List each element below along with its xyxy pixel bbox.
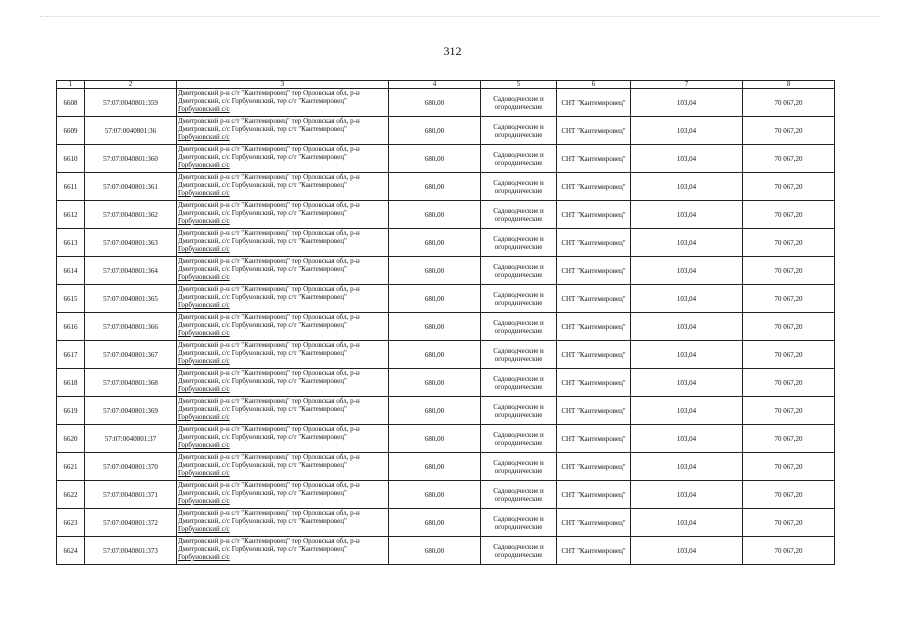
purpose-line: огороднические xyxy=(494,158,543,167)
column-header: 8 xyxy=(743,81,835,89)
address-cell xyxy=(177,397,389,425)
owner-name: СНТ "Кантемировец" xyxy=(557,537,631,565)
rate-value: 103,04 xyxy=(631,453,743,481)
address-cell xyxy=(177,117,389,145)
cadastral-value: 70 067,20 xyxy=(743,313,835,341)
address-line: Горбуновский с/с xyxy=(178,161,230,169)
area-value: 680,00 xyxy=(389,89,481,117)
purpose-line: Садоводческие и xyxy=(493,430,544,439)
address-line: Горбуновский с/с xyxy=(178,525,230,533)
cadastral-value: 70 067,20 xyxy=(743,257,835,285)
address-line: Горбуновский с/с xyxy=(178,273,230,281)
address-line: Горбуновский с/с xyxy=(178,553,230,561)
row-number: 6609 xyxy=(57,117,85,145)
address-line: Дмитровский, с/с Горбуновский, тер с/т "Кантемировец" xyxy=(178,349,347,357)
area-value: 680,00 xyxy=(389,145,481,173)
address-line: Горбуновский с/с xyxy=(178,133,230,141)
row-number: 6615 xyxy=(57,285,85,313)
address-line: Дмитровский, с/с Горбуновский, тер с/т "Кантемировец" xyxy=(178,545,347,553)
address-cell xyxy=(177,509,389,537)
address-line: Горбуновский с/с xyxy=(178,441,230,449)
purpose-line: огороднические xyxy=(494,522,543,531)
address-line: Дмитровский, с/с Горбуновский, тер с/т "Кантемировец" xyxy=(178,181,347,189)
address-cell xyxy=(177,229,389,257)
address-line: Дмитровский р-н с/т "Кантемировец" тер Орловская обл, р-н xyxy=(178,89,360,97)
purpose-line: огороднические xyxy=(494,354,543,363)
address-line: Дмитровский р-н с/т "Кантемировец" тер Орловская обл, р-н xyxy=(178,229,360,237)
address-cell xyxy=(177,453,389,481)
address-line: Дмитровский, с/с Горбуновский, тер с/т "Кантемировец" xyxy=(178,321,347,329)
address-line: Горбуновский с/с xyxy=(178,329,230,337)
row-number: 6621 xyxy=(57,453,85,481)
address-line: Дмитровский р-н с/т "Кантемировец" тер Орловская обл, р-н xyxy=(178,257,360,265)
address-line: Дмитровский р-н с/т "Кантемировец" тер Орловская обл, р-н xyxy=(178,145,360,153)
cadastral-value: 70 067,20 xyxy=(743,453,835,481)
rate-value: 103,04 xyxy=(631,341,743,369)
address-cell xyxy=(177,313,389,341)
row-number: 6614 xyxy=(57,257,85,285)
purpose-cell xyxy=(481,341,557,369)
cadastral-number: 57:07:0040801:367 xyxy=(85,341,177,369)
purpose-line: Садоводческие и xyxy=(493,542,544,551)
cadastral-number: 57:07:0040801:370 xyxy=(85,453,177,481)
purpose-line: Садоводческие и xyxy=(493,94,544,103)
column-header: 3 xyxy=(177,81,389,89)
purpose-line: огороднические xyxy=(494,438,543,447)
row-number: 6616 xyxy=(57,313,85,341)
area-value: 680,00 xyxy=(389,257,481,285)
page-number: 312 xyxy=(443,44,462,58)
owner-name: СНТ "Кантемировец" xyxy=(557,425,631,453)
purpose-line: Садоводческие и xyxy=(493,402,544,411)
purpose-cell xyxy=(481,201,557,229)
address-line: Дмитровский, с/с Горбуновский, тер с/т "Кантемировец" xyxy=(178,293,347,301)
address-cell xyxy=(177,341,389,369)
table-row xyxy=(57,369,835,397)
address-line: Дмитровский р-н с/т "Кантемировец" тер Орловская обл, р-н xyxy=(178,425,360,433)
row-number: 6610 xyxy=(57,145,85,173)
row-number: 6613 xyxy=(57,229,85,257)
purpose-cell xyxy=(481,89,557,117)
table-row xyxy=(57,341,835,369)
row-number: 6619 xyxy=(57,397,85,425)
address-cell xyxy=(177,257,389,285)
table-row xyxy=(57,313,835,341)
purpose-line: огороднические xyxy=(494,270,543,279)
address-line: Горбуновский с/с xyxy=(178,301,230,309)
address-line: Горбуновский с/с xyxy=(178,413,230,421)
purpose-line: Садоводческие и xyxy=(493,122,544,131)
purpose-line: огороднические xyxy=(494,186,543,195)
rate-value: 103,04 xyxy=(631,481,743,509)
table-row xyxy=(57,89,835,117)
cadastral-value: 70 067,20 xyxy=(743,537,835,565)
cadastral-number: 57:07:0040801:373 xyxy=(85,537,177,565)
cadastral-value: 70 067,20 xyxy=(743,481,835,509)
address-line: Горбуновский с/с xyxy=(178,217,230,225)
address-line: Дмитровский, с/с Горбуновский, тер с/т "Кантемировец" xyxy=(178,461,347,469)
owner-name: СНТ "Кантемировец" xyxy=(557,369,631,397)
purpose-line: Садоводческие и xyxy=(493,234,544,243)
purpose-line: огороднические xyxy=(494,102,543,111)
area-value: 680,00 xyxy=(389,341,481,369)
address-cell xyxy=(177,481,389,509)
cadastral-value: 70 067,20 xyxy=(743,285,835,313)
purpose-cell xyxy=(481,453,557,481)
area-value: 680,00 xyxy=(389,453,481,481)
purpose-line: Садоводческие и xyxy=(493,374,544,383)
cadastral-number: 57:07:0040801:360 xyxy=(85,145,177,173)
cadastral-number: 57:07:0040801:361 xyxy=(85,173,177,201)
cadastral-number: 57:07:0040801:365 xyxy=(85,285,177,313)
table-row xyxy=(57,173,835,201)
address-cell xyxy=(177,425,389,453)
table-row xyxy=(57,145,835,173)
cadastral-value: 70 067,20 xyxy=(743,89,835,117)
purpose-line: Садоводческие и xyxy=(493,486,544,495)
address-line: Дмитровский, с/с Горбуновский, тер с/т "Кантемировец" xyxy=(178,237,347,245)
address-cell xyxy=(177,145,389,173)
rate-value: 103,04 xyxy=(631,89,743,117)
table-row xyxy=(57,481,835,509)
rate-value: 103,04 xyxy=(631,537,743,565)
rate-value: 103,04 xyxy=(631,397,743,425)
cadastral-number: 57:07:0040801:363 xyxy=(85,229,177,257)
cadastral-value: 70 067,20 xyxy=(743,425,835,453)
purpose-line: огороднические xyxy=(494,466,543,475)
address-line: Дмитровский р-н с/т "Кантемировец" тер Орловская обл, р-н xyxy=(178,453,360,461)
purpose-line: Садоводческие и xyxy=(493,262,544,271)
area-value: 680,00 xyxy=(389,173,481,201)
purpose-cell xyxy=(481,369,557,397)
cadastral-number: 57:07:0040801:364 xyxy=(85,257,177,285)
address-cell xyxy=(177,537,389,565)
cadastral-number: 57:07:0040801:366 xyxy=(85,313,177,341)
purpose-line: Садоводческие и xyxy=(493,318,544,327)
table-row xyxy=(57,425,835,453)
purpose-cell xyxy=(481,257,557,285)
purpose-line: Садоводческие и xyxy=(493,206,544,215)
column-header: 2 xyxy=(85,81,177,89)
area-value: 680,00 xyxy=(389,397,481,425)
owner-name: СНТ "Кантемировец" xyxy=(557,341,631,369)
cadastral-value: 70 067,20 xyxy=(743,201,835,229)
purpose-cell xyxy=(481,537,557,565)
cadastral-number: 57:07:0040801:359 xyxy=(85,89,177,117)
rate-value: 103,04 xyxy=(631,173,743,201)
header-row xyxy=(57,81,835,89)
purpose-cell xyxy=(481,173,557,201)
address-line: Дмитровский р-н с/т "Кантемировец" тер Орловская обл, р-н xyxy=(178,285,360,293)
address-line: Горбуновский с/с xyxy=(178,105,230,113)
purpose-line: Садоводческие и xyxy=(493,514,544,523)
purpose-line: огороднические xyxy=(494,382,543,391)
address-line: Дмитровский р-н с/т "Кантемировец" тер Орловская обл, р-н xyxy=(178,397,360,405)
cadastral-number: 57:07:0040801:36 xyxy=(85,117,177,145)
address-line: Дмитровский, с/с Горбуновский, тер с/т "Кантемировец" xyxy=(178,125,347,133)
cadastral-value: 70 067,20 xyxy=(743,369,835,397)
cadastral-value: 70 067,20 xyxy=(743,509,835,537)
purpose-line: огороднические xyxy=(494,214,543,223)
address-line: Дмитровский, с/с Горбуновский, тер с/т "Кантемировец" xyxy=(178,489,347,497)
address-line: Горбуновский с/с xyxy=(178,385,230,393)
area-value: 680,00 xyxy=(389,201,481,229)
column-header: 1 xyxy=(57,81,85,89)
column-header: 7 xyxy=(631,81,743,89)
column-header: 6 xyxy=(557,81,631,89)
table-row xyxy=(57,537,835,565)
address-line: Дмитровский, с/с Горбуновский, тер с/т "Кантемировец" xyxy=(178,517,347,525)
owner-name: СНТ "Кантемировец" xyxy=(557,89,631,117)
cadastral-number: 57:07:0040801:372 xyxy=(85,509,177,537)
address-cell xyxy=(177,369,389,397)
owner-name: СНТ "Кантемировец" xyxy=(557,173,631,201)
rate-value: 103,04 xyxy=(631,201,743,229)
address-line: Дмитровский р-н с/т "Кантемировец" тер Орловская обл, р-н xyxy=(178,341,360,349)
owner-name: СНТ "Кантемировец" xyxy=(557,453,631,481)
address-cell xyxy=(177,173,389,201)
owner-name: СНТ "Кантемировец" xyxy=(557,257,631,285)
area-value: 680,00 xyxy=(389,313,481,341)
area-value: 680,00 xyxy=(389,509,481,537)
address-cell xyxy=(177,285,389,313)
scan-artifact-line xyxy=(40,16,880,18)
owner-name: СНТ "Кантемировец" xyxy=(557,117,631,145)
address-line: Дмитровский р-н с/т "Кантемировец" тер Орловская обл, р-н xyxy=(178,537,360,545)
rate-value: 103,04 xyxy=(631,313,743,341)
owner-name: СНТ "Кантемировец" xyxy=(557,509,631,537)
address-line: Дмитровский р-н с/т "Кантемировец" тер Орловская обл, р-н xyxy=(178,313,360,321)
area-value: 680,00 xyxy=(389,425,481,453)
address-line: Дмитровский, с/с Горбуновский, тер с/т "Кантемировец" xyxy=(178,153,347,161)
purpose-line: Садоводческие и xyxy=(493,178,544,187)
purpose-cell xyxy=(481,397,557,425)
row-number: 6611 xyxy=(57,173,85,201)
address-line: Дмитровский, с/с Горбуновский, тер с/т "Кантемировец" xyxy=(178,209,347,217)
table-row xyxy=(57,285,835,313)
cadastral-number: 57:07:0040801:368 xyxy=(85,369,177,397)
rate-value: 103,04 xyxy=(631,117,743,145)
owner-name: СНТ "Кантемировец" xyxy=(557,285,631,313)
purpose-line: огороднические xyxy=(494,326,543,335)
address-line: Дмитровский р-н с/т "Кантемировец" тер Орловская обл, р-н xyxy=(178,509,360,517)
owner-name: СНТ "Кантемировец" xyxy=(557,481,631,509)
rate-value: 103,04 xyxy=(631,425,743,453)
purpose-line: огороднические xyxy=(494,494,543,503)
address-line: Горбуновский с/с xyxy=(178,245,230,253)
cadastral-value: 70 067,20 xyxy=(743,145,835,173)
area-value: 680,00 xyxy=(389,285,481,313)
purpose-cell xyxy=(481,117,557,145)
row-number: 6623 xyxy=(57,509,85,537)
address-cell xyxy=(177,201,389,229)
cadastral-number: 57:07:0040801:362 xyxy=(85,201,177,229)
cadastral-value: 70 067,20 xyxy=(743,117,835,145)
row-number: 6612 xyxy=(57,201,85,229)
purpose-line: Садоводческие и xyxy=(493,458,544,467)
cadastral-value: 70 067,20 xyxy=(743,341,835,369)
address-line: Дмитровский, с/с Горбуновский, тер с/т "Кантемировец" xyxy=(178,265,347,273)
land-registry-table xyxy=(56,80,835,565)
row-number: 6622 xyxy=(57,481,85,509)
table-row xyxy=(57,257,835,285)
rate-value: 103,04 xyxy=(631,369,743,397)
cadastral-value: 70 067,20 xyxy=(743,173,835,201)
purpose-line: Садоводческие и xyxy=(493,290,544,299)
purpose-cell xyxy=(481,313,557,341)
address-line: Дмитровский р-н с/т "Кантемировец" тер Орловская обл, р-н xyxy=(178,117,360,125)
row-number: 6608 xyxy=(57,89,85,117)
owner-name: СНТ "Кантемировец" xyxy=(557,201,631,229)
area-value: 680,00 xyxy=(389,369,481,397)
purpose-cell xyxy=(481,425,557,453)
purpose-line: Садоводческие и xyxy=(493,150,544,159)
address-line: Горбуновский с/с xyxy=(178,357,230,365)
area-value: 680,00 xyxy=(389,537,481,565)
cadastral-number: 57:07:0040801:371 xyxy=(85,481,177,509)
rate-value: 103,04 xyxy=(631,509,743,537)
row-number: 6620 xyxy=(57,425,85,453)
purpose-line: огороднические xyxy=(494,550,543,559)
address-line: Дмитровский р-н с/т "Кантемировец" тер Орловская обл, р-н xyxy=(178,173,360,181)
purpose-line: Садоводческие и xyxy=(493,346,544,355)
table-row xyxy=(57,453,835,481)
purpose-cell xyxy=(481,145,557,173)
table-row xyxy=(57,509,835,537)
purpose-line: огороднические xyxy=(494,242,543,251)
address-cell xyxy=(177,89,389,117)
address-line: Дмитровский р-н с/т "Кантемировец" тер Орловская обл, р-н xyxy=(178,201,360,209)
cadastral-value: 70 067,20 xyxy=(743,397,835,425)
purpose-cell xyxy=(481,285,557,313)
address-line: Дмитровский р-н с/т "Кантемировец" тер Орловская обл, р-н xyxy=(178,369,360,377)
rate-value: 103,04 xyxy=(631,145,743,173)
purpose-cell xyxy=(481,509,557,537)
row-number: 6617 xyxy=(57,341,85,369)
address-line: Горбуновский с/с xyxy=(178,497,230,505)
table-row xyxy=(57,117,835,145)
purpose-line: огороднические xyxy=(494,130,543,139)
address-line: Дмитровский, с/с Горбуновский, тер с/т "Кантемировец" xyxy=(178,405,347,413)
area-value: 680,00 xyxy=(389,481,481,509)
purpose-line: огороднические xyxy=(494,410,543,419)
address-line: Дмитровский, с/с Горбуновский, тер с/т "Кантемировец" xyxy=(178,433,347,441)
area-value: 680,00 xyxy=(389,117,481,145)
area-value: 680,00 xyxy=(389,229,481,257)
table-body xyxy=(57,89,835,565)
address-line: Дмитровский, с/с Горбуновский, тер с/т "Кантемировец" xyxy=(178,377,347,385)
rate-value: 103,04 xyxy=(631,257,743,285)
rate-value: 103,04 xyxy=(631,229,743,257)
purpose-cell xyxy=(481,229,557,257)
table-row xyxy=(57,397,835,425)
row-number: 6618 xyxy=(57,369,85,397)
address-line: Горбуновский с/с xyxy=(178,189,230,197)
owner-name: СНТ "Кантемировец" xyxy=(557,397,631,425)
column-header: 5 xyxy=(481,81,557,89)
owner-name: СНТ "Кантемировец" xyxy=(557,313,631,341)
table-row xyxy=(57,201,835,229)
purpose-cell xyxy=(481,481,557,509)
owner-name: СНТ "Кантемировец" xyxy=(557,145,631,173)
address-line: Дмитровский р-н с/т "Кантемировец" тер Орловская обл, р-н xyxy=(178,481,360,489)
column-header: 4 xyxy=(389,81,481,89)
row-number: 6624 xyxy=(57,537,85,565)
address-line: Горбуновский с/с xyxy=(178,469,230,477)
address-line: Дмитровский, с/с Горбуновский, тер с/т "Кантемировец" xyxy=(178,97,347,105)
cadastral-number: 57:07:0040801:37 xyxy=(85,425,177,453)
cadastral-value: 70 067,20 xyxy=(743,229,835,257)
owner-name: СНТ "Кантемировец" xyxy=(557,229,631,257)
table-row xyxy=(57,229,835,257)
rate-value: 103,04 xyxy=(631,285,743,313)
cadastral-number: 57:07:0040801:369 xyxy=(85,397,177,425)
purpose-line: огороднические xyxy=(494,298,543,307)
